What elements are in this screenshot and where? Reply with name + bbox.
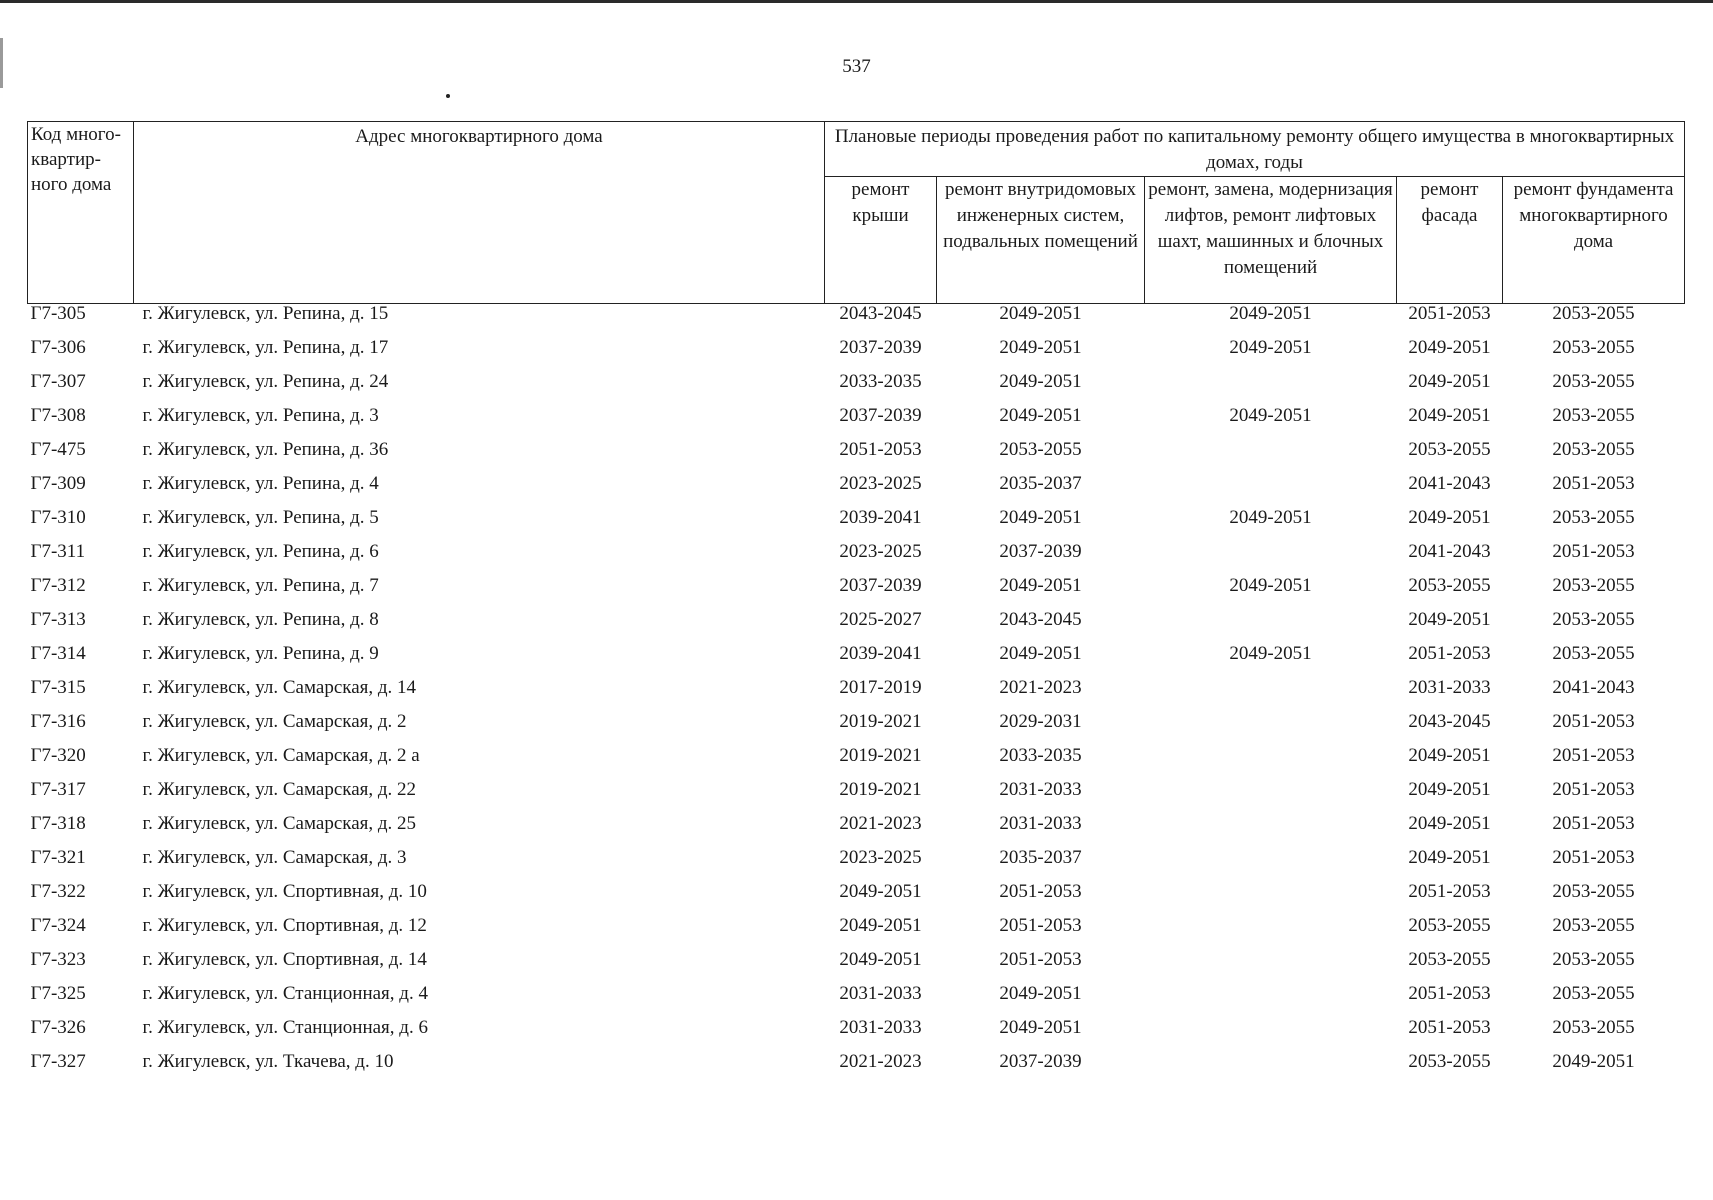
cell-foundation: 2051-2053 <box>1552 779 1635 800</box>
cell-roof: 2031-2033 <box>839 983 922 1004</box>
cell-roof: 2033-2035 <box>839 371 922 392</box>
cell-code: Г7-315 <box>30 677 86 698</box>
cell-code: Г7-318 <box>30 813 86 834</box>
cell-facade: 2051-2053 <box>1408 1017 1491 1038</box>
cell-facade: 2051-2053 <box>1408 303 1491 324</box>
cell-code: Г7-313 <box>30 609 86 630</box>
cell-foundation: 2053-2055 <box>1552 1017 1635 1038</box>
header-roof: ремонт крыши <box>825 177 937 304</box>
cell-foundation: 2053-2055 <box>1552 371 1635 392</box>
cell-elevators: 2049-2051 <box>1229 303 1312 324</box>
cell-facade: 2053-2055 <box>1408 439 1491 460</box>
cell-facade: 2049-2051 <box>1408 405 1491 426</box>
cell-address: г. Жигулевск, ул. Спортивная, д. 12 <box>142 915 427 936</box>
cell-facade: 2049-2051 <box>1408 745 1491 766</box>
cell-elevators <box>1145 610 1397 644</box>
cell-foundation: 2053-2055 <box>1552 337 1635 358</box>
table-row <box>28 916 1685 950</box>
header-foundation: ремонт фундамента многоквартирного дома <box>1503 177 1685 304</box>
cell-foundation: 2049-2051 <box>1552 1051 1635 1072</box>
cell-engineering: 2035-2037 <box>999 847 1082 868</box>
cell-foundation: 2041-2043 <box>1552 677 1635 698</box>
table-row <box>28 848 1685 882</box>
table-row <box>28 304 1685 339</box>
cell-code: Г7-308 <box>30 405 86 426</box>
cell-facade: 2049-2051 <box>1408 609 1491 630</box>
cell-elevators <box>1145 882 1397 916</box>
cell-facade: 2053-2055 <box>1408 915 1491 936</box>
cell-address: г. Жигулевск, ул. Спортивная, д. 10 <box>142 881 427 902</box>
cell-address: г. Жигулевск, ул. Самарская, д. 3 <box>142 847 407 868</box>
cell-code: Г7-323 <box>30 949 86 970</box>
cell-foundation: 2051-2053 <box>1552 813 1635 834</box>
cell-engineering: 2051-2053 <box>999 949 1082 970</box>
cell-engineering: 2049-2051 <box>999 507 1082 528</box>
cell-address: г. Жигулевск, ул. Самарская, д. 22 <box>142 779 417 800</box>
cell-code: Г7-321 <box>30 847 86 868</box>
cell-address: г. Жигулевск, ул. Репина, д. 8 <box>142 609 379 630</box>
cell-facade: 2051-2053 <box>1408 983 1491 1004</box>
table-row <box>28 406 1685 440</box>
cell-engineering: 2033-2035 <box>999 745 1082 766</box>
cell-code: Г7-307 <box>30 371 86 392</box>
table-row <box>28 746 1685 780</box>
cell-facade: 2049-2051 <box>1408 507 1491 528</box>
cell-address: г. Жигулевск, ул. Репина, д. 17 <box>142 337 389 358</box>
cell-code: Г7-316 <box>30 711 86 732</box>
cell-engineering: 2049-2051 <box>999 643 1082 664</box>
cell-foundation: 2053-2055 <box>1552 405 1635 426</box>
cell-engineering: 2031-2033 <box>999 813 1082 834</box>
capital-repair-schedule-table <box>27 121 1685 1086</box>
cell-facade: 2031-2033 <box>1408 677 1491 698</box>
cell-elevators <box>1145 372 1397 406</box>
table-row <box>28 882 1685 916</box>
table-row <box>28 338 1685 372</box>
cell-code: Г7-312 <box>30 575 86 596</box>
cell-elevators <box>1145 984 1397 1018</box>
cell-foundation: 2053-2055 <box>1552 439 1635 460</box>
cell-engineering: 2049-2051 <box>999 337 1082 358</box>
page-number: 537 <box>842 56 871 77</box>
cell-roof: 2039-2041 <box>839 507 922 528</box>
header-engineering: ремонт внутридомовых инженерных систем, подвальных помещений <box>937 177 1145 304</box>
cell-elevators <box>1145 1018 1397 1052</box>
cell-address: г. Жигулевск, ул. Станционная, д. 6 <box>142 1017 428 1038</box>
table-row <box>28 440 1685 474</box>
table-row <box>28 780 1685 814</box>
cell-address: г. Жигулевск, ул. Самарская, д. 2 а <box>142 745 420 766</box>
cell-facade: 2051-2053 <box>1408 643 1491 664</box>
cell-roof: 2023-2025 <box>839 541 922 562</box>
cell-roof: 2049-2051 <box>839 881 922 902</box>
cell-facade: 2049-2051 <box>1408 813 1491 834</box>
cell-foundation: 2053-2055 <box>1552 303 1635 324</box>
scan-speck <box>446 94 450 98</box>
cell-roof: 2023-2025 <box>839 847 922 868</box>
cell-address: г. Жигулевск, ул. Самарская, д. 14 <box>142 677 417 698</box>
cell-facade: 2041-2043 <box>1408 473 1491 494</box>
cell-code: Г7-327 <box>30 1051 86 1072</box>
cell-elevators <box>1145 746 1397 780</box>
cell-roof: 2037-2039 <box>839 575 922 596</box>
cell-address: г. Жигулевск, ул. Самарская, д. 2 <box>142 711 407 732</box>
cell-code: Г7-311 <box>30 541 86 562</box>
cell-foundation: 2053-2055 <box>1552 609 1635 630</box>
cell-code: Г7-322 <box>30 881 86 902</box>
cell-code: Г7-314 <box>30 643 86 664</box>
cell-roof: 2021-2023 <box>839 813 922 834</box>
cell-elevators <box>1145 916 1397 950</box>
cell-elevators <box>1145 950 1397 984</box>
cell-facade: 2053-2055 <box>1408 949 1491 970</box>
header-facade: ремонт фасада <box>1397 177 1503 304</box>
cell-foundation: 2053-2055 <box>1552 643 1635 664</box>
cell-code: Г7-310 <box>30 507 86 528</box>
table-row <box>28 1052 1685 1086</box>
cell-foundation: 2053-2055 <box>1552 507 1635 528</box>
cell-code: Г7-475 <box>30 439 86 460</box>
cell-facade: 2051-2053 <box>1408 881 1491 902</box>
table-row <box>28 542 1685 576</box>
cell-address: г. Жигулевск, ул. Репина, д. 3 <box>142 405 379 426</box>
cell-engineering: 2051-2053 <box>999 915 1082 936</box>
cell-facade: 2049-2051 <box>1408 847 1491 868</box>
header-address: Адрес многоквартирного дома <box>134 122 825 304</box>
cell-elevators <box>1145 1052 1397 1086</box>
cell-engineering: 2049-2051 <box>999 405 1082 426</box>
table-row <box>28 474 1685 508</box>
table-row <box>28 814 1685 848</box>
cell-roof: 2021-2023 <box>839 1051 922 1072</box>
cell-address: г. Жигулевск, ул. Репина, д. 15 <box>142 303 389 324</box>
cell-roof: 2023-2025 <box>839 473 922 494</box>
cell-code: Г7-325 <box>30 983 86 1004</box>
cell-roof: 2019-2021 <box>839 779 922 800</box>
cell-engineering: 2037-2039 <box>999 1051 1082 1072</box>
table-row <box>28 1018 1685 1052</box>
cell-facade: 2043-2045 <box>1408 711 1491 732</box>
cell-engineering: 2043-2045 <box>999 609 1082 630</box>
cell-foundation: 2053-2055 <box>1552 575 1635 596</box>
table-row <box>28 508 1685 542</box>
cell-elevators <box>1145 474 1397 508</box>
cell-roof: 2037-2039 <box>839 337 922 358</box>
cell-facade: 2049-2051 <box>1408 779 1491 800</box>
cell-engineering: 2049-2051 <box>999 575 1082 596</box>
cell-elevators <box>1145 780 1397 814</box>
cell-facade: 2041-2043 <box>1408 541 1491 562</box>
cell-elevators <box>1145 848 1397 882</box>
header-periods-group: Плановые периоды проведения работ по капитальному ремонту общего имущества в многоквартирных домах, годы <box>825 122 1685 177</box>
cell-foundation: 2053-2055 <box>1552 983 1635 1004</box>
cell-elevators: 2049-2051 <box>1229 337 1312 358</box>
cell-roof: 2049-2051 <box>839 915 922 936</box>
cell-elevators <box>1145 542 1397 576</box>
cell-elevators: 2049-2051 <box>1229 575 1312 596</box>
cell-foundation: 2051-2053 <box>1552 473 1635 494</box>
table-row <box>28 712 1685 746</box>
table-row <box>28 372 1685 406</box>
cell-engineering: 2037-2039 <box>999 541 1082 562</box>
cell-foundation: 2051-2053 <box>1552 847 1635 868</box>
cell-roof: 2037-2039 <box>839 405 922 426</box>
cell-foundation: 2053-2055 <box>1552 915 1635 936</box>
table-row <box>28 576 1685 610</box>
cell-foundation: 2051-2053 <box>1552 541 1635 562</box>
cell-facade: 2049-2051 <box>1408 337 1491 358</box>
table-row <box>28 644 1685 678</box>
cell-address: г. Жигулевск, ул. Репина, д. 4 <box>142 473 379 494</box>
cell-code: Г7-320 <box>30 745 86 766</box>
cell-engineering: 2049-2051 <box>999 983 1082 1004</box>
cell-engineering: 2049-2051 <box>999 303 1082 324</box>
top-edge-rule <box>0 0 1713 3</box>
cell-engineering: 2035-2037 <box>999 473 1082 494</box>
table-body <box>28 304 1685 1087</box>
cell-foundation: 2053-2055 <box>1552 949 1635 970</box>
cell-address: г. Жигулевск, ул. Репина, д. 36 <box>142 439 389 460</box>
cell-roof: 2019-2021 <box>839 745 922 766</box>
cell-code: Г7-317 <box>30 779 86 800</box>
cell-elevators <box>1145 712 1397 746</box>
cell-code: Г7-306 <box>30 337 86 358</box>
cell-code: Г7-326 <box>30 1017 86 1038</box>
cell-elevators: 2049-2051 <box>1229 507 1312 528</box>
cell-engineering: 2029-2031 <box>999 711 1082 732</box>
cell-address: г. Жигулевск, ул. Спортивная, д. 14 <box>142 949 427 970</box>
cell-engineering: 2021-2023 <box>999 677 1082 698</box>
cell-elevators <box>1145 678 1397 712</box>
cell-facade: 2049-2051 <box>1408 371 1491 392</box>
cell-code: Г7-309 <box>30 473 86 494</box>
cell-facade: 2053-2055 <box>1408 575 1491 596</box>
cell-foundation: 2051-2053 <box>1552 745 1635 766</box>
cell-engineering: 2051-2053 <box>999 881 1082 902</box>
cell-roof: 2051-2053 <box>839 439 922 460</box>
table-row <box>28 984 1685 1018</box>
cell-address: г. Жигулевск, ул. Репина, д. 6 <box>142 541 379 562</box>
cell-foundation: 2051-2053 <box>1552 711 1635 732</box>
cell-elevators <box>1145 814 1397 848</box>
cell-address: г. Жигулевск, ул. Репина, д. 7 <box>142 575 379 596</box>
cell-foundation: 2053-2055 <box>1552 881 1635 902</box>
cell-roof: 2031-2033 <box>839 1017 922 1038</box>
cell-address: г. Жигулевск, ул. Самарская, д. 25 <box>142 813 417 834</box>
cell-code: Г7-305 <box>30 303 86 324</box>
cell-elevators <box>1145 440 1397 474</box>
cell-roof: 2043-2045 <box>839 303 922 324</box>
cell-code: Г7-324 <box>30 915 86 936</box>
cell-engineering: 2053-2055 <box>999 439 1082 460</box>
cell-facade: 2053-2055 <box>1408 1051 1491 1072</box>
cell-roof: 2019-2021 <box>839 711 922 732</box>
table-row <box>28 678 1685 712</box>
cell-address: г. Жигулевск, ул. Ткачева, д. 10 <box>142 1051 394 1072</box>
cell-address: г. Жигулевск, ул. Репина, д. 9 <box>142 643 379 664</box>
cell-roof: 2049-2051 <box>839 949 922 970</box>
cell-address: г. Жигулевск, ул. Репина, д. 5 <box>142 507 379 528</box>
cell-engineering: 2031-2033 <box>999 779 1082 800</box>
cell-address: г. Жигулевск, ул. Станционная, д. 4 <box>142 983 428 1004</box>
table-row <box>28 950 1685 984</box>
cell-engineering: 2049-2051 <box>999 1017 1082 1038</box>
header-code: Код много-квартир-ного дома <box>28 122 134 304</box>
cell-roof: 2039-2041 <box>839 643 922 664</box>
cell-elevators: 2049-2051 <box>1229 405 1312 426</box>
cell-engineering: 2049-2051 <box>999 371 1082 392</box>
cell-address: г. Жигулевск, ул. Репина, д. 24 <box>142 371 389 392</box>
cell-elevators: 2049-2051 <box>1229 643 1312 664</box>
header-elevators: ремонт, замена, модернизация лифтов, ремонт лифтовых шахт, машинных и блочных помещений <box>1145 177 1397 304</box>
cell-roof: 2025-2027 <box>839 609 922 630</box>
table-row <box>28 610 1685 644</box>
cell-roof: 2017-2019 <box>839 677 922 698</box>
